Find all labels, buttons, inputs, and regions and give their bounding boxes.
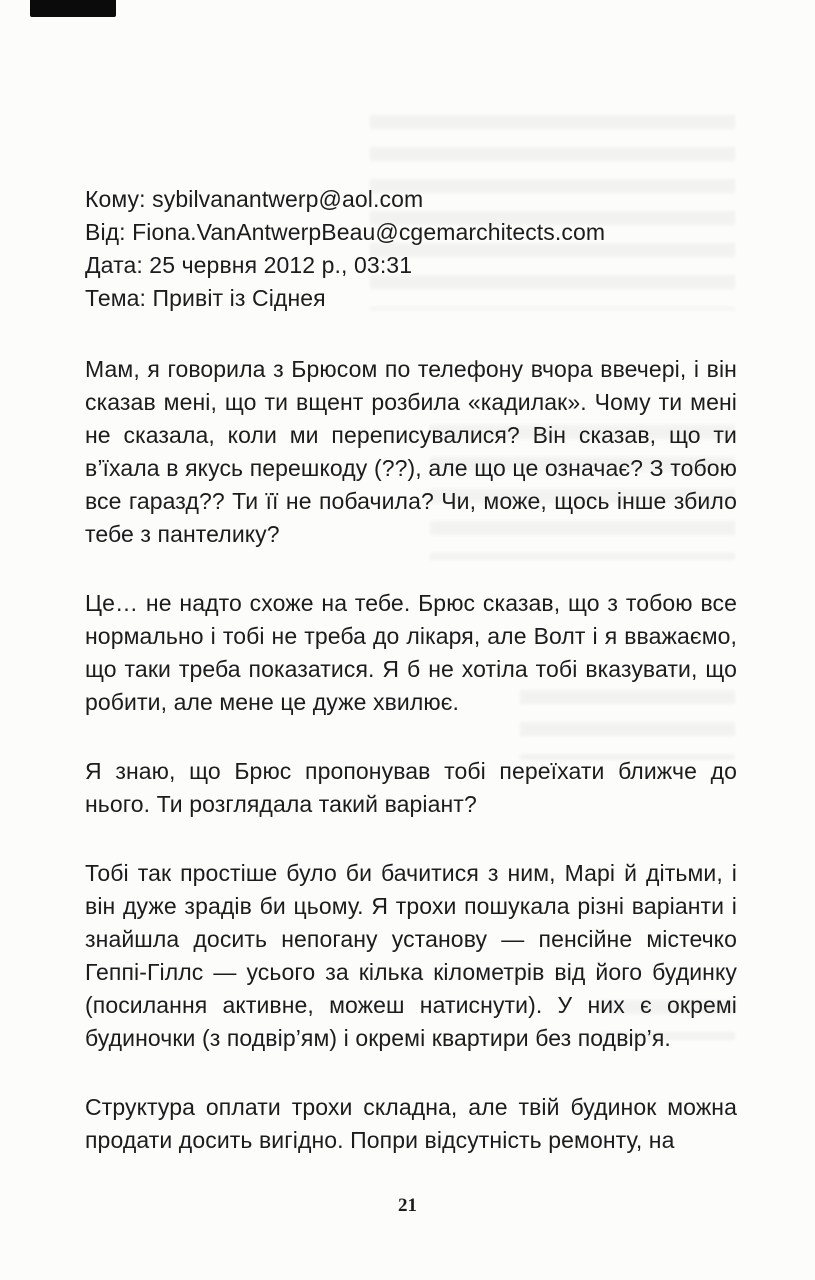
email-letter (85, 183, 737, 1193)
email-to-line: Кому: sybilvanantwerp@aol.com (85, 186, 424, 212)
email-paragraph: Мам, я говорила з Брюсом по телефону вчора ввечері, і він сказав мені, що ти вщент розбила «кадилак». Чому ти мені не сказала, коли ми переписувалися? Він сказав, що ти в’їхала в якусь перешкоду (??), але що це означає? З тобою все гаразд?? Ти її не побачила? Чи, може, щось інше збило тебе з пантелику? (85, 356, 737, 547)
email-paragraph: Тобі так простіше було би бачитися з ним, Марі й дітьми, і він дуже зрадів би цьому. Я трохи пошукала різні варіанти і знайшла досить непогану установу — пенсійне містечко Геппі-Гіллс — усього за кілька кілометрів від його будинку (посилання активне, можеш натиснути). У них є окремі будиночки (з подвір’ям) і окремі квартири без подвір’я. (85, 860, 737, 1051)
scan-artifact (30, 0, 116, 17)
email-subject-line: Тема: Привіт із Сіднея (85, 285, 326, 311)
email-paragraph: Це… не надто схоже на тебе. Брюс сказав, що з тобою все нормально і тобі не треба до лікаря, але Волт і я вважаємо, що таки треба показатися. Я б не хотіла тобі вказувати, що робити, але мене це дуже хвилює. (85, 590, 737, 715)
email-paragraph: Я знаю, що Брюс пропонував тобі переїхати ближче до нього. Ти розглядала такий варіант? (85, 758, 737, 817)
email-from-line: Від: Fiona.VanAntwerpBeau@cgemarchitects.com (85, 219, 606, 245)
email-paragraph: Структура оплати трохи складна, але твій будинок можна продати досить вигідно. Попри відсутність ремонту, на (85, 1094, 737, 1153)
email-date-line: Дата: 25 червня 2012 р., 03:31 (85, 252, 413, 278)
email-header (85, 183, 737, 315)
page-number: 21 (398, 1195, 417, 1216)
